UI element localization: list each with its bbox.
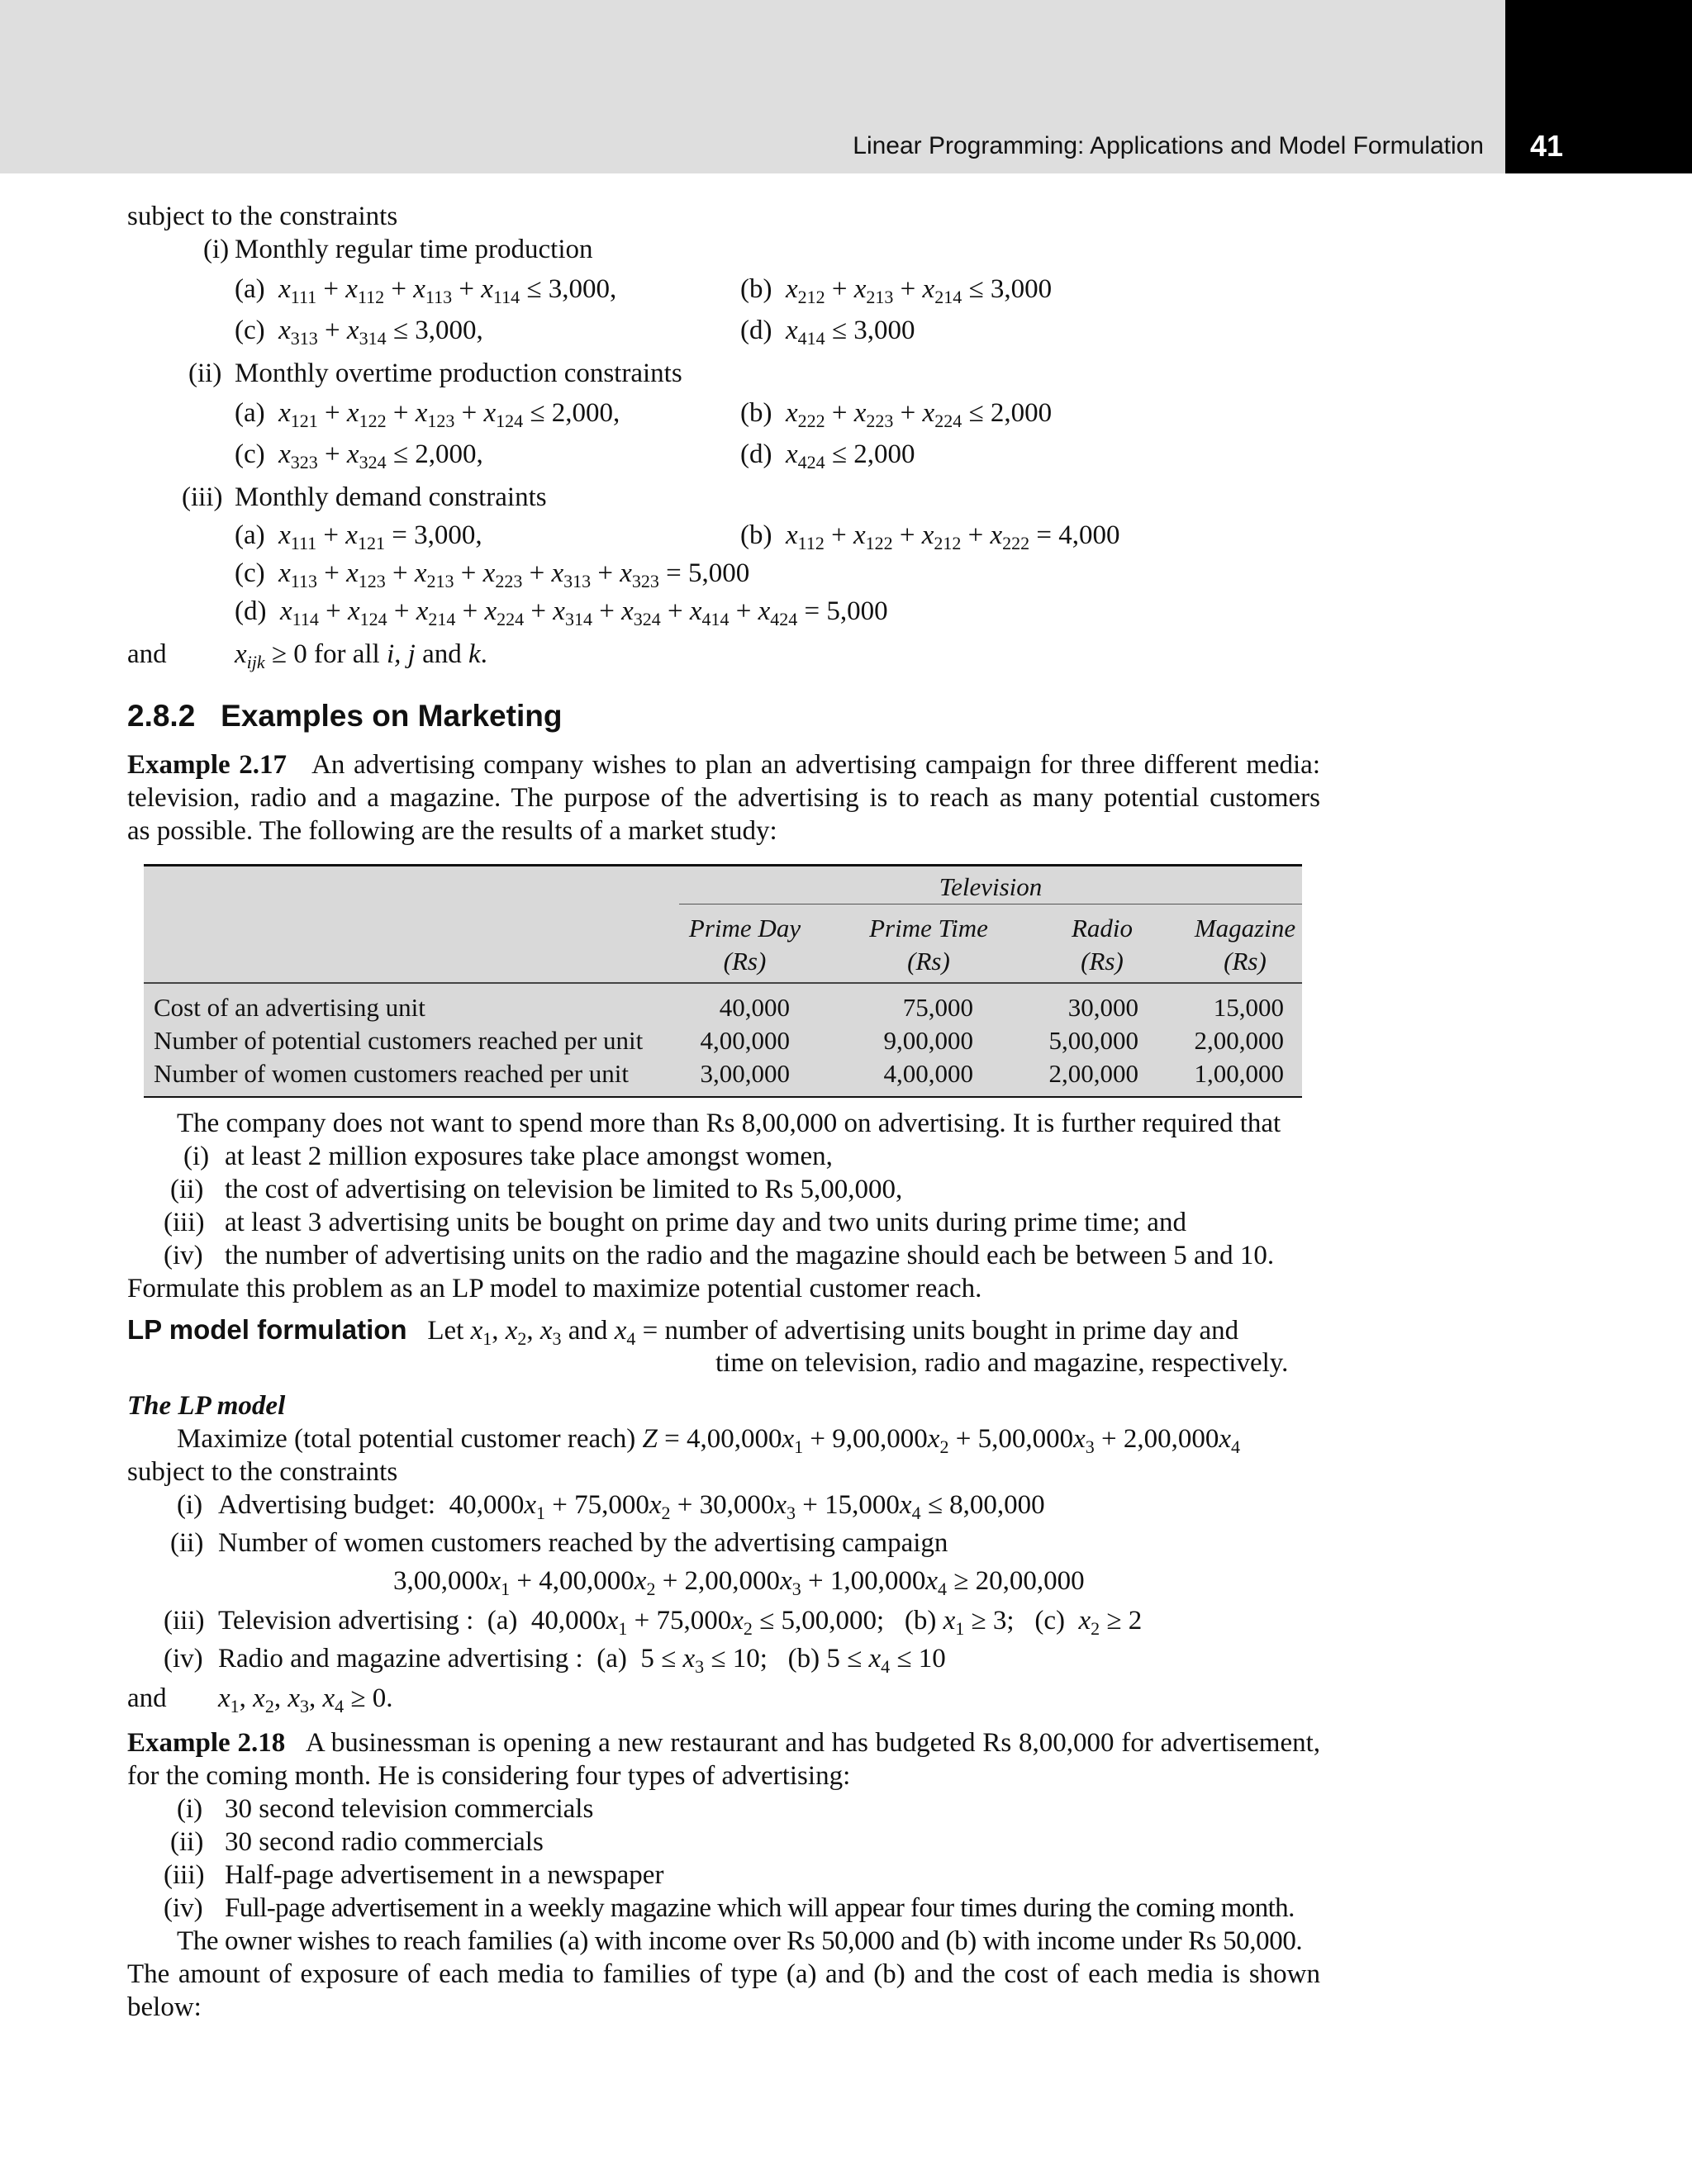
constraint-i-label: (i) xyxy=(203,235,230,264)
eq-ii-a: (a) $x_{121} + x_{122} + x_{123} + x_{124} \le 2,000$, xyxy=(235,398,620,431)
c4-radio-magazine: Radio and magazine advertising : (a) $5 \le x_3 \le 10$; (b) $5 \le x_4 \le 10$ xyxy=(218,1644,946,1677)
eq-iii-a: (a) $x_{111} + x_{121} = 3,000$, xyxy=(235,520,482,553)
ex18-p3: below: xyxy=(127,1992,202,2022)
col-radio-unit: (Rs) xyxy=(1081,947,1124,976)
model-heading: The LP model xyxy=(127,1391,286,1421)
cell: 3,00,000 xyxy=(700,1059,790,1088)
lp-formulation-line: LP model formulation Let $x_1$, $x_2$, $x_3$ and $x_4$ = number of advertising units bought in prime day and xyxy=(127,1314,1239,1349)
eq-ii-b: (b) $x_{222} + x_{223} + x_{224} \le 2,000$ xyxy=(740,398,1053,431)
nonnegativity-1: $x_{ijk} \ge 0$ for all i, j and k. xyxy=(235,639,487,672)
item-label: (iii) xyxy=(164,1860,205,1890)
eq-iii-c: (c) $x_{113} + x_{123} + x_{213} + x_{223} + x_{313} + x_{323} = 5,000$ xyxy=(235,558,750,591)
and-word-2: and xyxy=(127,1683,167,1713)
cell: 30,000 xyxy=(1067,993,1138,1022)
item-text: 30 second radio commercials xyxy=(225,1827,544,1857)
cell: 2,00,000 xyxy=(1048,1059,1138,1088)
running-title: Linear Programming: Applications and Model Formulation xyxy=(853,132,1484,159)
req-text: at least 3 advertising units be bought on prime day and two units during prime time; and xyxy=(225,1208,1186,1237)
req-text: the cost of advertising on television be limited to Rs 5,00,000, xyxy=(225,1175,903,1204)
eq-i-d: (d) $x_{414} \le 3,000$ xyxy=(740,316,915,349)
ex18-p2: The amount of exposure of each media to families of type (a) and (b) and the cost of each media is shown xyxy=(127,1959,1320,1989)
constraint-iii-title: Monthly demand constraints xyxy=(235,482,547,512)
section-heading: 2.8.2 Examples on Marketing xyxy=(127,699,563,733)
req-text: at least 2 million exposures take place amongst women, xyxy=(225,1142,833,1171)
ex17-p1: The company does not want to spend more than Rs 8,00,000 on advertising. It is further required that xyxy=(177,1109,1281,1138)
col-prime-time-unit: (Rs) xyxy=(907,947,950,976)
nonnegativity-2: $x_1$, $x_2$, $x_3$, $x_4 \ge 0$. xyxy=(218,1683,393,1716)
eq-i-a: (a) $x_{111} + x_{112} + x_{113} + x_{114} \le 3,000$, xyxy=(235,274,617,307)
ex17-line1: Example 2.17 An advertising company wishes to plan an advertising campaign for three different media: xyxy=(127,750,1321,780)
market-study-table xyxy=(144,864,1302,1098)
col-prime-day: Prime Day xyxy=(688,914,801,942)
cell: 2,00,000 xyxy=(1194,1026,1284,1055)
eq-iii-b: (b) $x_{112} + x_{122} + x_{212} + x_{222} = 4,000$ xyxy=(740,520,1120,553)
constraint-ii-title: Monthly overtime production constraints xyxy=(235,358,682,388)
ex17-line2: television, radio and a magazine. The purpose of the advertising is to reach as many potential customers xyxy=(127,783,1320,813)
lp-formulation-line2: time on television, radio and magazine, respectively. xyxy=(715,1348,1289,1378)
cell: 15,000 xyxy=(1213,993,1284,1022)
cell: 40,000 xyxy=(719,993,790,1022)
col-prime-day-unit: (Rs) xyxy=(723,947,767,976)
item-text: Full-page advertisement in a weekly magazine which will appear four times during the coming month. xyxy=(225,1893,1295,1923)
row-label-cost: Cost of an advertising unit xyxy=(154,993,425,1022)
cell: 9,00,000 xyxy=(883,1026,973,1055)
c3-label: (iii) xyxy=(164,1606,205,1636)
ex18-p1: The owner wishes to reach families (a) with income over Rs 50,000 and (b) with income under Rs 50,000. xyxy=(177,1926,1303,1956)
eq-iii-d: (d) $x_{114} + x_{124} + x_{214} + x_{224} + x_{314} + x_{324} + x_{414} + x_{424} = 5,000$ xyxy=(235,596,888,629)
req-label: (ii) xyxy=(170,1175,204,1204)
req-label: (i) xyxy=(183,1142,210,1171)
req-text: the number of advertising units on the radio and the magazine should each be between 5 and 10. xyxy=(225,1241,1275,1270)
item-text: 30 second television commercials xyxy=(225,1794,594,1824)
item-text: Half-page advertisement in a newspaper xyxy=(225,1860,664,1890)
c1-budget: Advertising budget: $40,000x_1 + 75,000x_2 + 30,000x_3 + 15,000x_4 \le 8,00,000$ xyxy=(218,1490,1045,1523)
header-rule xyxy=(144,982,1302,984)
col-magazine: Magazine xyxy=(1194,914,1296,942)
item-label: (ii) xyxy=(170,1827,204,1857)
c3-television: Television advertising : (a) $40,000x_1 + 75,000x_2 \le 5,00,000$; (b) $x_1 \ge 3$; (c) $x_2 \ge 2$ xyxy=(218,1606,1143,1639)
eq-i-b: (b) $x_{212} + x_{213} + x_{214} \le 3,000$ xyxy=(740,274,1053,307)
formulate-line: Formulate this problem as an LP model to maximize potential customer reach. xyxy=(127,1274,982,1303)
c2-equation: $3,00,000x_1 + 4,00,000x_2 + 2,00,000x_3 + 1,00,000x_4 \ge 20,00,000$ xyxy=(393,1566,1085,1599)
row-label-women: Number of women customers reached per unit xyxy=(154,1059,630,1088)
subject-to-line-2: subject to the constraints xyxy=(127,1457,398,1487)
item-label: (iv) xyxy=(164,1893,203,1923)
col-radio: Radio xyxy=(1071,914,1134,942)
row-label-potential: Number of potential customers reached per unit xyxy=(154,1026,644,1055)
ex18-line2: for the coming month. He is considering four types of advertising: xyxy=(127,1761,851,1791)
and-word: and xyxy=(127,639,167,669)
col-magazine-unit: (Rs) xyxy=(1224,947,1267,976)
cell: 1,00,000 xyxy=(1194,1059,1284,1088)
subject-to-line: subject to the constraints xyxy=(127,202,398,231)
cell: 4,00,000 xyxy=(700,1026,790,1055)
page-number: 41 xyxy=(1530,129,1564,163)
constraint-ii-label: (ii) xyxy=(188,358,222,388)
c1-label: (i) xyxy=(177,1490,203,1520)
item-label: (i) xyxy=(177,1794,203,1824)
eq-ii-c: (c) $x_{323} + x_{324} \le 2,000$, xyxy=(235,439,483,472)
c4-label: (iv) xyxy=(164,1644,203,1674)
c2-title: Number of women customers reached by the advertising campaign xyxy=(218,1528,948,1558)
constraint-i-title: Monthly regular time production xyxy=(235,235,593,264)
group-header-television: Television xyxy=(939,872,1043,901)
ex18-line1: Example 2.18 A businessman is opening a new restaurant and has budgeted Rs 8,00,000 for advertisement, xyxy=(127,1728,1321,1758)
constraint-iii-label: (iii) xyxy=(182,482,223,512)
cell: 75,000 xyxy=(902,993,973,1022)
eq-i-c: (c) $x_{313} + x_{314} \le 3,000$, xyxy=(235,316,483,349)
eq-ii-d: (d) $x_{424} \le 2,000$ xyxy=(740,439,915,472)
cell: 5,00,000 xyxy=(1048,1026,1138,1055)
ex17-line3: as possible. The following are the results of a market study: xyxy=(127,816,777,846)
col-prime-time: Prime Time xyxy=(869,914,988,942)
objective-function: Maximize (total potential customer reach) $Z = 4,00,000x_1 + 9,00,000x_2 + 5,00,000x_3 + 2,00,000x_4$ xyxy=(177,1424,1241,1457)
cell: 4,00,000 xyxy=(883,1059,973,1088)
c2-label: (ii) xyxy=(170,1528,204,1558)
req-label: (iii) xyxy=(164,1208,205,1237)
req-label: (iv) xyxy=(164,1241,203,1270)
